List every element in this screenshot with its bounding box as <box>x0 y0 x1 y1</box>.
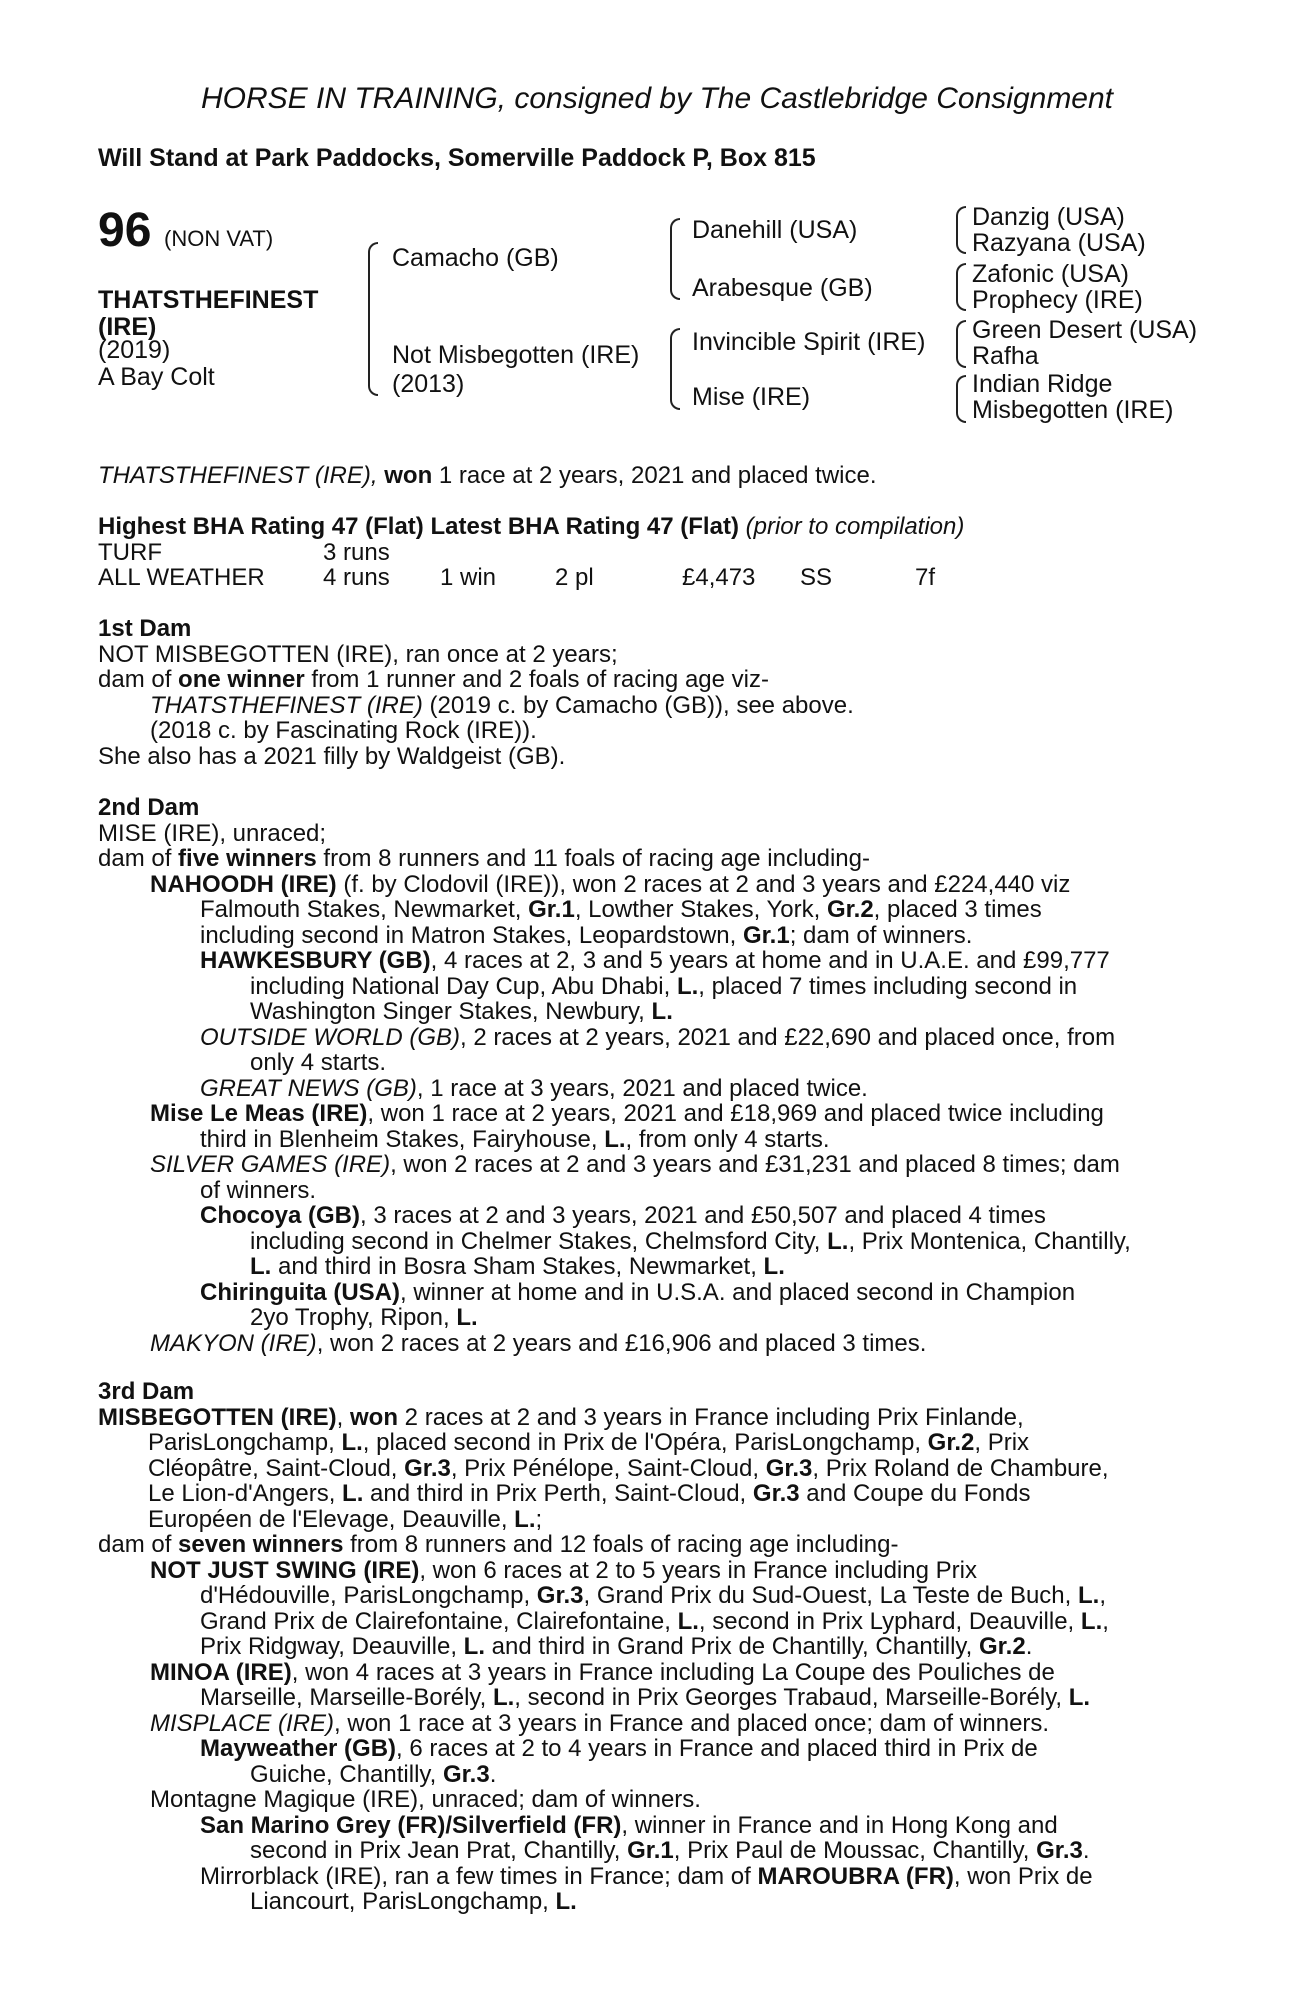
progeny-entry: MISPLACE (IRE), won 1 race at 3 years in France and placed once; dam of winners. <box>150 1709 1050 1737</box>
horse-name-line2: (IRE) <box>98 313 157 341</box>
rating-line: Highest BHA Rating 47 (Flat) Latest BHA Rating 47 (Flat) <box>98 513 739 540</box>
progeny-entry: Mayweather (GB), 6 races at 2 to 4 years in France and placed third in Prix de Guiche, Chantilly, Gr.3. <box>200 1735 1038 1788</box>
pedigree-g2: Razyana (USA) <box>972 229 1146 257</box>
aw-distance: 7f <box>915 564 936 591</box>
second-dam-line: dam of five winners from 8 runners and 11 foals of racing age including- <box>98 845 870 872</box>
progeny-entry: Mise Le Meas (IRE), won 1 race at 2 years, 2021 and £18,969 and placed twice including third in Blenheim Stakes, Fairyhouse, L., from only 4 starts. <box>150 1100 1104 1153</box>
third-dam-heading: 3rd Dam <box>98 1378 195 1405</box>
pedigree-g8: Misbegotten (IRE) <box>972 396 1174 424</box>
pedigree-g6: Rafha <box>972 342 1039 370</box>
summary-won: won <box>384 462 433 489</box>
race-summary <box>98 463 877 489</box>
rating-note: (prior to compilation) <box>745 513 965 540</box>
aw-prize: £4,473 <box>682 564 756 591</box>
progeny-entry: SILVER GAMES (IRE), won 2 races at 2 and 3 years and £31,231 and placed 8 times; dam of winners. <box>150 1151 1120 1204</box>
horse-year: (2019) <box>98 336 171 364</box>
first-dam-line: She also has a 2021 filly by Waldgeist (GB). <box>98 742 566 770</box>
first-dam-line: NOT MISBEGOTTEN (IRE), ran once at 2 years; <box>98 640 618 668</box>
pedigree-dam-sire: Invincible Spirit (IRE) <box>692 328 926 356</box>
pedigree-brace <box>956 375 966 423</box>
stand-location: Will Stand at Park Paddocks, Somerville Paddock P, Box 815 <box>98 144 816 172</box>
page-title: HORSE IN TRAINING, consigned by The Castlebridge Consignment <box>200 82 1114 115</box>
second-dam-section <box>98 795 1204 1356</box>
pedigree-brace <box>956 206 966 254</box>
progeny-entry: Chiringuita (USA), winner at home and in U.S.A. and placed second in Champion 2yo Trophy, Ripon, L. <box>200 1278 1076 1331</box>
second-dam-heading: 2nd Dam <box>98 794 200 821</box>
pedigree-g7: Indian Ridge <box>972 370 1113 398</box>
aw-wins: 1 win <box>440 564 497 591</box>
third-dam-entry: MISBEGOTTEN (IRE), won 2 races at 2 and 3 years in France including Prix Finlande, ParisLongchamp, L., placed second in Prix de l'Opéra, ParisLongchamp, Gr.2, Prix Cléopâtre, Saint-Cloud, Gr.3, Prix Pénélope, Saint-Cloud, Gr.3, Prix Roland de Chambure, Le Lion-d'Angers, L. and third in Prix Perth, Saint-Cloud, Gr.3 and Coupe du Fonds Européen de l'Elevage, Deauville, L.; <box>98 1403 1109 1533</box>
summary-name: THATSTHEFINEST (IRE), <box>98 462 378 489</box>
first-dam-line: dam of one winner from 1 runner and 2 foals of racing age viz- <box>98 666 769 693</box>
pedigree-brace <box>956 263 966 311</box>
summary-text: 1 race at 2 years, 2021 and placed twice. <box>438 462 877 489</box>
progeny-entry: Mirrorblack (IRE), ran a few times in France; dam of MAROUBRA (FR), won Prix de Liancourt, ParisLongchamp, L. <box>200 1862 1093 1915</box>
pedigree-g5: Green Desert (USA) <box>972 316 1198 344</box>
pedigree-g1: Danzig (USA) <box>972 203 1125 231</box>
vat-status: (NON VAT) <box>164 226 274 251</box>
horse-description: A Bay Colt <box>98 363 215 391</box>
turf-runs: 3 runs <box>323 539 390 566</box>
bha-rating <box>98 514 964 540</box>
first-dam-line: (2018 c. by Fascinating Rock (IRE)). <box>150 717 537 744</box>
pedigree-brace <box>670 218 680 300</box>
pedigree-sire: Camacho (GB) <box>392 244 559 272</box>
aw-placed: 2 pl <box>555 564 594 591</box>
first-dam-line: THATSTHEFINEST (IRE) (2019 c. by Camacho (GB)), see above. <box>150 691 854 719</box>
progeny-entry: HAWKESBURY (GB), 4 races at 2, 3 and 5 years at home and in U.A.E. and £99,777 including National Day Cup, Abu Dhabi, L., placed 7 times including second in Washington Singer Stakes, Newbury, L. <box>200 947 1110 1025</box>
pedigree-sire-sire: Danehill (USA) <box>692 216 858 244</box>
first-dam-section <box>98 616 1204 769</box>
lot-number: 96 <box>98 204 152 257</box>
progeny-entry: MAKYON (IRE), won 2 races at 2 years and £16,906 and placed 3 times. <box>150 1329 927 1357</box>
pedigree-dam-dam: Mise (IRE) <box>692 383 811 411</box>
aw-runs: 4 runs <box>323 564 390 591</box>
pedigree-g3: Zafonic (USA) <box>972 260 1129 288</box>
pedigree-sire-dam: Arabesque (GB) <box>692 274 873 302</box>
progeny-entry: MINOA (IRE), won 4 races at 3 years in France including La Coupe des Pouliches de Marseille, Marseille-Borély, L., second in Prix Georges Trabaud, Marseille-Borély, L. <box>150 1658 1091 1711</box>
aw-label: ALL WEATHER <box>98 564 265 591</box>
pedigree-dam-year: (2013) <box>392 370 465 398</box>
pedigree-brace <box>368 242 378 396</box>
progeny-entry: NAHOODH (IRE) (f. by Clodovil (IRE)), won 2 races at 2 and 3 years and £224,440 viz Falmouth Stakes, Newmarket, Gr.1, Lowther Stakes, York, Gr.2, placed 3 times including second in Matron Stakes, Leopardstown, Gr.1; dam of winners. <box>150 870 1071 949</box>
third-dam-line: dam of seven winners from 8 runners and 12 foals of racing age including- <box>98 1531 899 1558</box>
second-dam-line: MISE (IRE), unraced; <box>98 819 327 847</box>
pedigree-dam: Not Misbegotten (IRE) <box>392 341 640 369</box>
first-dam-heading: 1st Dam <box>98 615 192 642</box>
horse-info <box>98 337 215 391</box>
horse-name <box>98 287 318 341</box>
progeny-entry: GREAT NEWS (GB), 1 race at 3 years, 2021 and placed twice. <box>200 1074 868 1102</box>
pedigree-g4: Prophecy (IRE) <box>972 286 1143 314</box>
progeny-entry: OUTSIDE WORLD (GB), 2 races at 2 years, 2021 and £22,690 and placed once, from only 4 starts. <box>200 1023 1116 1076</box>
progeny-entry: Chocoya (GB), 3 races at 2 and 3 years, 2021 and £50,507 and placed 4 times including second in Chelmer Stakes, Chelmsford City, L., Prix Montenica, Chantilly, L. and third in Bosra Sham Stakes, Newmarket, L. <box>200 1202 1131 1280</box>
progeny-entry: NOT JUST SWING (IRE), won 6 races at 2 to 5 years in France including Prix d'Hédouville, ParisLongchamp, Gr.3, Grand Prix du Sud-Ouest, La Teste de Buch, L., Grand Prix de Clairefontaine, Clairefontaine, L., second in Prix Lyphard, Deauville, L., Prix Ridgway, Deauville, L. and third in Grand Prix de Chantilly, Chantilly, Gr.2. <box>150 1556 1109 1660</box>
progeny-entry: Montagne Magique (IRE), unraced; dam of winners. <box>150 1786 701 1813</box>
progeny-entry: San Marino Grey (FR)/Silverfield (FR), winner in France and in Hong Kong and second in Prix Jean Prat, Chantilly, Gr.1, Prix Paul de Moussac, Chantilly, Gr.3. <box>200 1811 1090 1864</box>
pedigree-brace <box>670 328 680 410</box>
pedigree-brace <box>956 320 966 368</box>
aw-course: SS <box>800 564 833 591</box>
turf-label: TURF <box>98 539 162 566</box>
horse-name-line1: THATSTHEFINEST <box>98 286 319 314</box>
third-dam-section <box>98 1379 1204 1915</box>
